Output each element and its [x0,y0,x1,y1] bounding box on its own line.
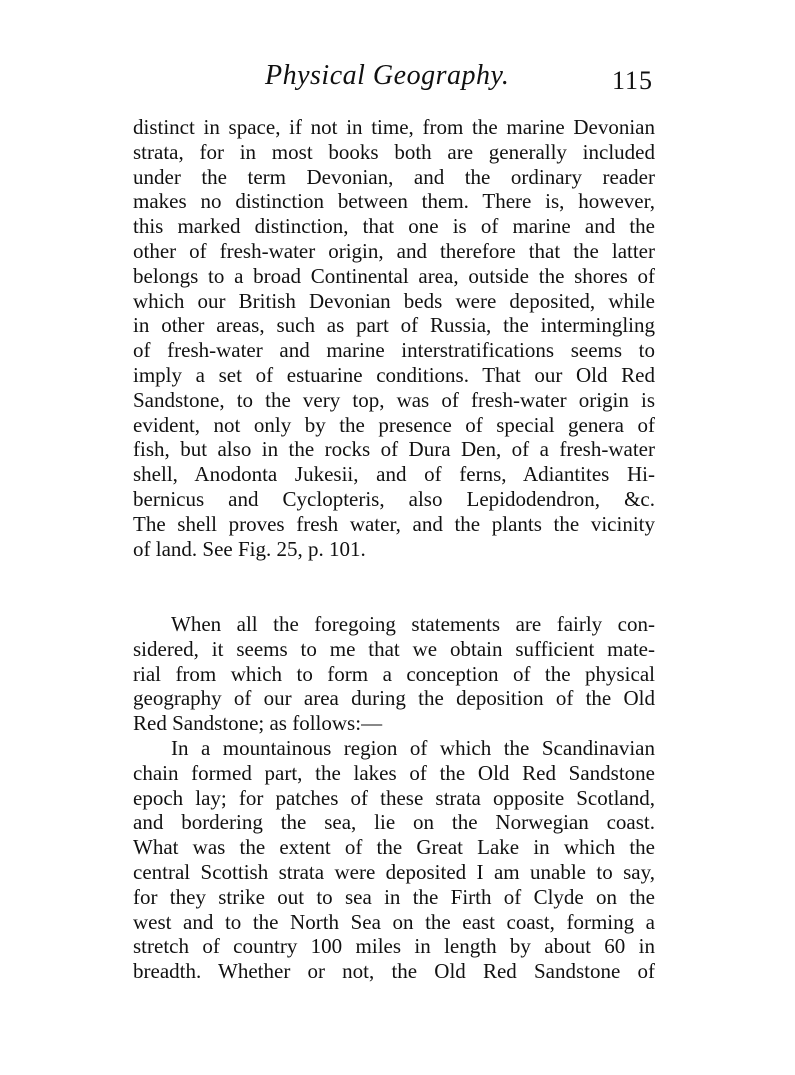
paragraph-devonian-distinction [133,115,655,561]
text-line: distinct in space, if not in time, from the marine Devonian [133,115,655,139]
text-line: breadth. Whether or not, the Old Red Sandstone of [133,959,655,984]
text-line: which our British Devonian beds were deposited, while [133,288,655,313]
text-line: under the term Devonian, and the ordinary reader [133,164,655,189]
text-line: When all the foregoing statements are fairly con- [171,612,655,636]
text-line: In a mountainous region of which the Scandinavian [171,736,655,760]
text-line: makes no distinction between them. There is, however, [133,189,655,214]
running-title: Physical Geography. [265,60,510,91]
text-line: other of fresh-water origin, and therefore that the latter [133,238,655,263]
text-line: chain formed part, the lakes of the Old Red Sandstone [133,760,655,785]
text-line: shell, Anodonta Jukesii, and of ferns, Adiantites Hi- [133,462,655,487]
text-line: belongs to a broad Continental area, outside the shores of [133,263,655,288]
text-line: epoch lay; for patches of these strata opposite Scotland, [133,785,655,810]
text-line: and bordering the sea, lie on the Norwegian coast. [133,810,655,835]
running-head [0,60,795,100]
text-line: stretch of country 100 miles in length by about 60 in [133,934,655,959]
text-line: Sandstone, to the very top, was of fresh-water origin is [133,387,655,412]
text-line: What was the extent of the Great Lake in which the [133,835,655,860]
text-line: evident, not only by the presence of special genera of [133,412,655,437]
text-line: in other areas, such as part of Russia, the intermingling [133,313,655,338]
paragraph-conception [133,612,655,736]
text-line: imply a set of estuarine conditions. That our Old Red [133,362,655,387]
text-line: for they strike out to sea in the Firth of Clyde on the [133,884,655,909]
text-line: fish, but also in the rocks of Dura Den, of a fresh-water [133,437,655,462]
text-line: Red Sandstone; as follows:— [133,711,383,736]
text-line: of land. See Fig. 25, p. 101. [133,536,366,561]
page-number: 115 [612,66,654,95]
paragraph-mountainous-region [133,736,655,984]
text-line: sidered, it seems to me that we obtain sufficient mate- [133,636,655,661]
text-line: central Scottish strata were deposited I am unable to say, [133,859,655,884]
text-line: bernicus and Cyclopteris, also Lepidodendron, &c. [133,486,655,511]
text-line: west and to the North Sea on the east coast, forming a [133,909,655,934]
text-line: strata, for in most books both are generally included [133,139,655,164]
text-line: rial from which to form a conception of the physical [133,661,655,686]
text-line: this marked distinction, that one is of marine and the [133,214,655,239]
text-line: of fresh-water and marine interstratifications seems to [133,338,655,363]
text-line: The shell proves fresh water, and the plants the vicinity [133,511,655,536]
text-line: geography of our area during the deposition of the Old [133,686,655,711]
